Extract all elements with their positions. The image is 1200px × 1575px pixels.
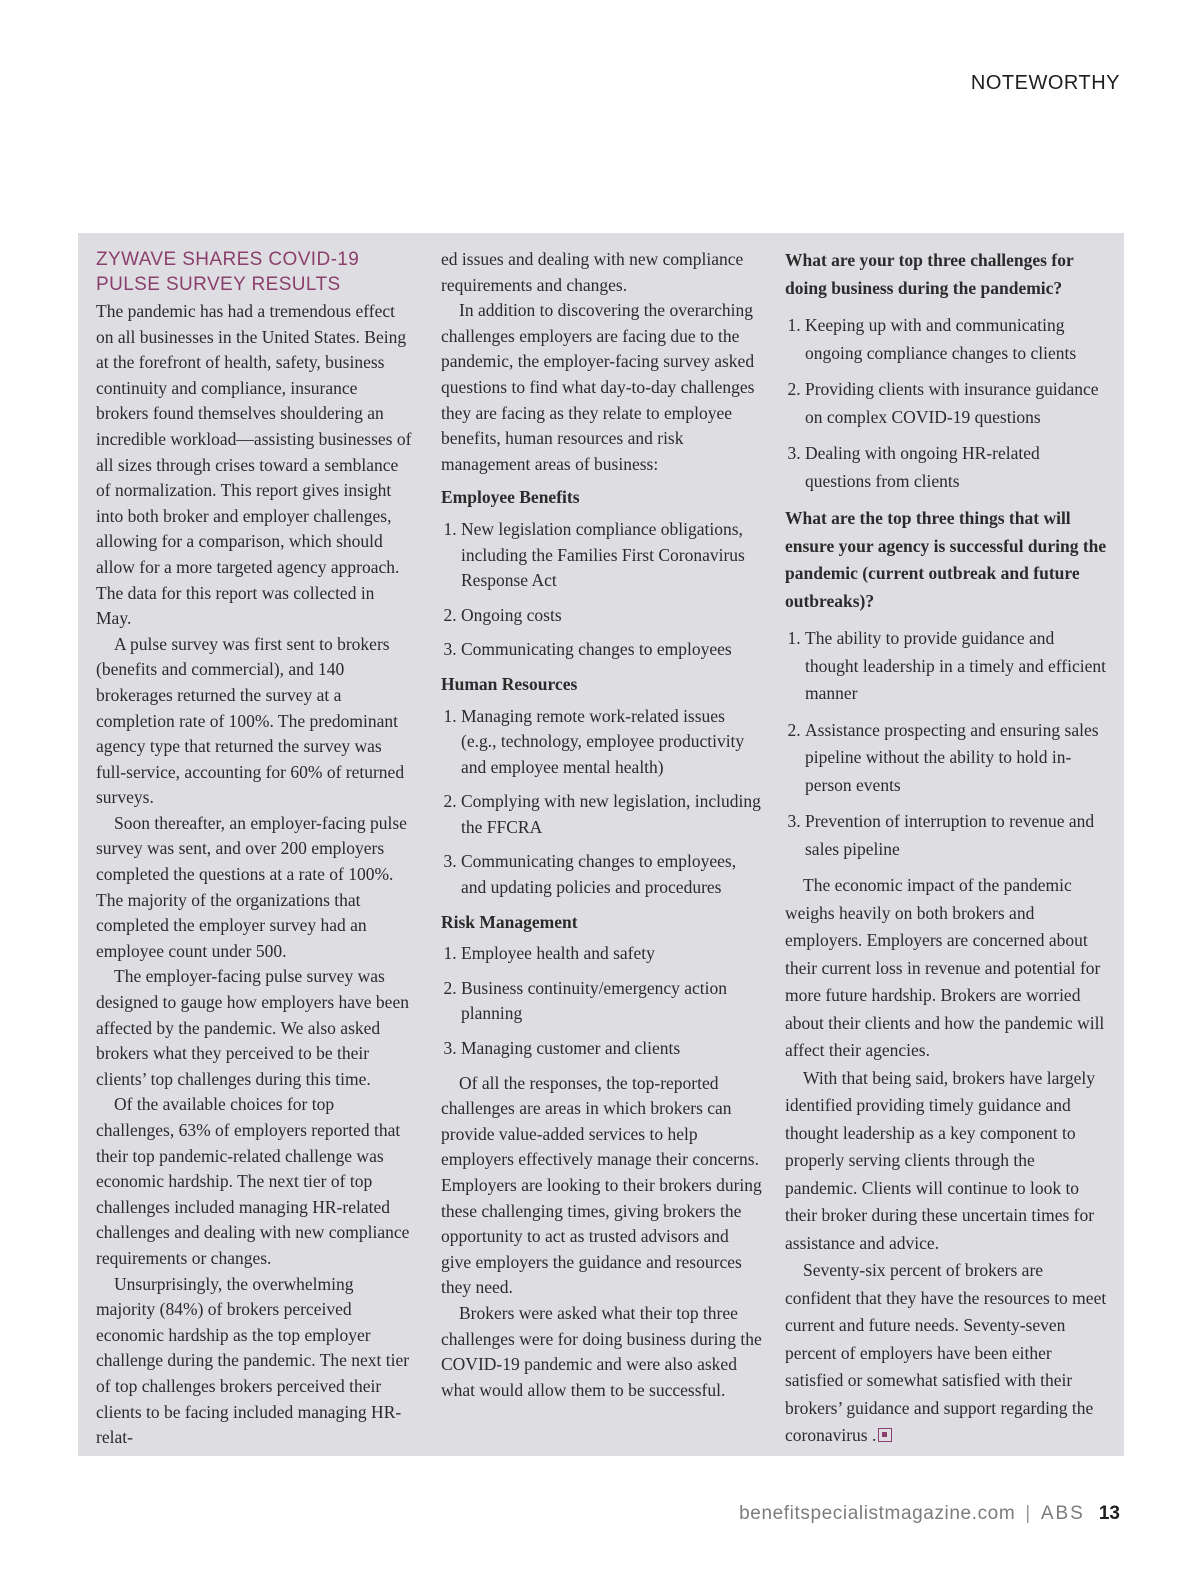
paragraph: Soon thereafter, an employer-facing pulse survey was sent, and over 200 employers completed the questions at a rate of 100%. The majority of the organizations that completed the employer survey had an employee count under 500. — [96, 812, 407, 961]
list-item: 3. Prevention of interruption to revenue and sales pipeline — [805, 808, 1107, 863]
article-end-mark-icon — [878, 1428, 892, 1442]
subhead-human-resources: Human Resources — [441, 673, 578, 694]
list-item: 2. Complying with new legislation, including the FFCRA — [461, 789, 763, 840]
footer-website: benefitspecialistmagazine.com — [739, 1503, 1016, 1524]
final-paragraph-text: Seventy-six percent of brokers are confident that they have the resources to meet current and future needs. Seventy-seven percent of employers have been either satisfied or somewhat satisfied with their brokers’ guidance and support regarding the coronavirus . — [785, 1260, 1107, 1445]
list-item: 3. Managing customer and clients — [461, 1036, 763, 1062]
paragraph: ed issues and dealing with new compliance requirements and changes. — [441, 249, 744, 295]
list-item: 2. Ongoing costs — [461, 603, 763, 629]
headline-line-2: PULSE SURVEY RESULTS — [96, 274, 341, 295]
paragraph: The pandemic has had a tremendous effect on all businesses in the United States. Being at the forefront of health, safety, business continuity and compliance, insurance brokers found themselves shouldering an incredible workload—assisting businesses of all sizes through crises toward a semblance of normalization. This report gives insight into both broker and employer challenges, allowing for a comparison, which should allow for a more targeted agency approach. The data for this report was collected in May. — [96, 301, 412, 629]
question-1-list — [785, 312, 1107, 495]
list-item: 3. Communicating changes to employees — [461, 637, 763, 663]
question-heading-1: What are your top three challenges for doing business during the pandemic? — [785, 250, 1074, 298]
question-heading-2: What are the top three things that will ensure your agency is successful during the pandemic (current outbreak and future outbreaks)? — [785, 508, 1107, 611]
paragraph-final — [785, 1257, 1107, 1450]
list-item: 2. Business continuity/emergency action planning — [461, 976, 763, 1027]
section-label: NOTEWORTHY — [970, 72, 1120, 94]
paragraph: Brokers were asked what their top three challenges were for doing business during the COVID-19 pandemic and were also asked what would allow them to be successful. — [441, 1302, 762, 1400]
employee-benefits-list — [441, 517, 763, 663]
article-panel — [78, 233, 1124, 1456]
list-item: 3. Communicating changes to employees, and updating policies and procedures — [461, 849, 763, 900]
paragraph: In addition to discovering the overarching challenges employers are facing due to the pandemic, the employer-facing survey asked questions to find what day-to-day challenges they are facing as they relate to employee benefits, human resources and risk management areas of business: — [441, 300, 755, 474]
list-item: 3. Dealing with ongoing HR-related questions from clients — [805, 440, 1107, 495]
article-column-2 — [441, 247, 763, 1403]
list-item: 1. The ability to provide guidance and thought leadership in a timely and efficient manner — [805, 625, 1107, 708]
human-resources-list — [441, 704, 763, 901]
list-item: 2. Assistance prospecting and ensuring sales pipeline without the ability to hold in-person events — [805, 717, 1107, 800]
paragraph: A pulse survey was first sent to brokers (benefits and commercial), and 140 brokerages returned the survey at a completion rate of 100%. The predominant agency type that returned the survey was full-service, accounting for 60% of returned surveys. — [96, 633, 405, 808]
page-footer — [739, 1503, 1120, 1525]
paragraph: Of all the responses, the top-reported challenges are areas in which brokers can provide value-added services to help employers effectively manage their concerns. Employers are looking to their brokers during these challenging times, giving brokers the opportunity to act as trusted advisors and give employers the guidance and resources they need. — [441, 1072, 762, 1298]
list-item: 2. Providing clients with insurance guidance on complex COVID-19 questions — [805, 376, 1107, 431]
footer-separator: | — [1025, 1503, 1031, 1524]
page-number: 13 — [1098, 1503, 1120, 1524]
article-column-3 — [785, 247, 1107, 1450]
list-item: 1. New legislation compliance obligations, including the Families First Coronavirus Response Act — [461, 517, 763, 594]
question-2-list — [785, 625, 1107, 863]
subhead-risk-management: Risk Management — [441, 911, 578, 932]
paragraph: The economic impact of the pandemic weighs heavily on both brokers and employers. Employers are concerned about their current loss in revenue and potential for more future hardship. Brokers are worried about their clients and how the pandemic will affect their agencies. — [785, 875, 1105, 1060]
article-headline — [96, 247, 414, 297]
paragraph: With that being said, brokers have largely identified providing timely guidance and thought leadership as a key component to properly serving clients through the pandemic. Clients will continue to look to their broker during these uncertain times for assistance and advice. — [785, 1067, 1096, 1253]
headline-line-1: ZYWAVE SHARES COVID-19 — [96, 249, 360, 270]
footer-publication: ABS — [1040, 1503, 1085, 1524]
list-item: 1. Managing remote work-related issues (e.g., technology, employee productivity and employee mental health) — [461, 704, 763, 781]
list-item: 1. Employee health and safety — [461, 941, 763, 967]
paragraph: Of the available choices for top challenges, 63% of employers reported that their top pandemic-related challenge was economic hardship. The next tier of top challenges included managing HR-related challenges and dealing with new compliance requirements or changes. — [96, 1094, 410, 1268]
article-column-1 — [96, 247, 414, 1451]
subhead-employee-benefits: Employee Benefits — [441, 487, 580, 508]
list-item: 1. Keeping up with and communicating ongoing compliance changes to clients — [805, 312, 1107, 367]
paragraph: The employer-facing pulse survey was designed to gauge how employers have been affected by the pandemic. We also asked brokers what they perceived to be their clients’ top challenges during this time. — [96, 966, 409, 1089]
paragraph: Unsurprisingly, the overwhelming majority (84%) of brokers perceived economic hardship as the top employer challenge during the pandemic. The next tier of top challenges brokers perceived their clients to be facing included managing HR-relat- — [96, 1273, 410, 1448]
risk-management-list — [441, 941, 763, 1061]
